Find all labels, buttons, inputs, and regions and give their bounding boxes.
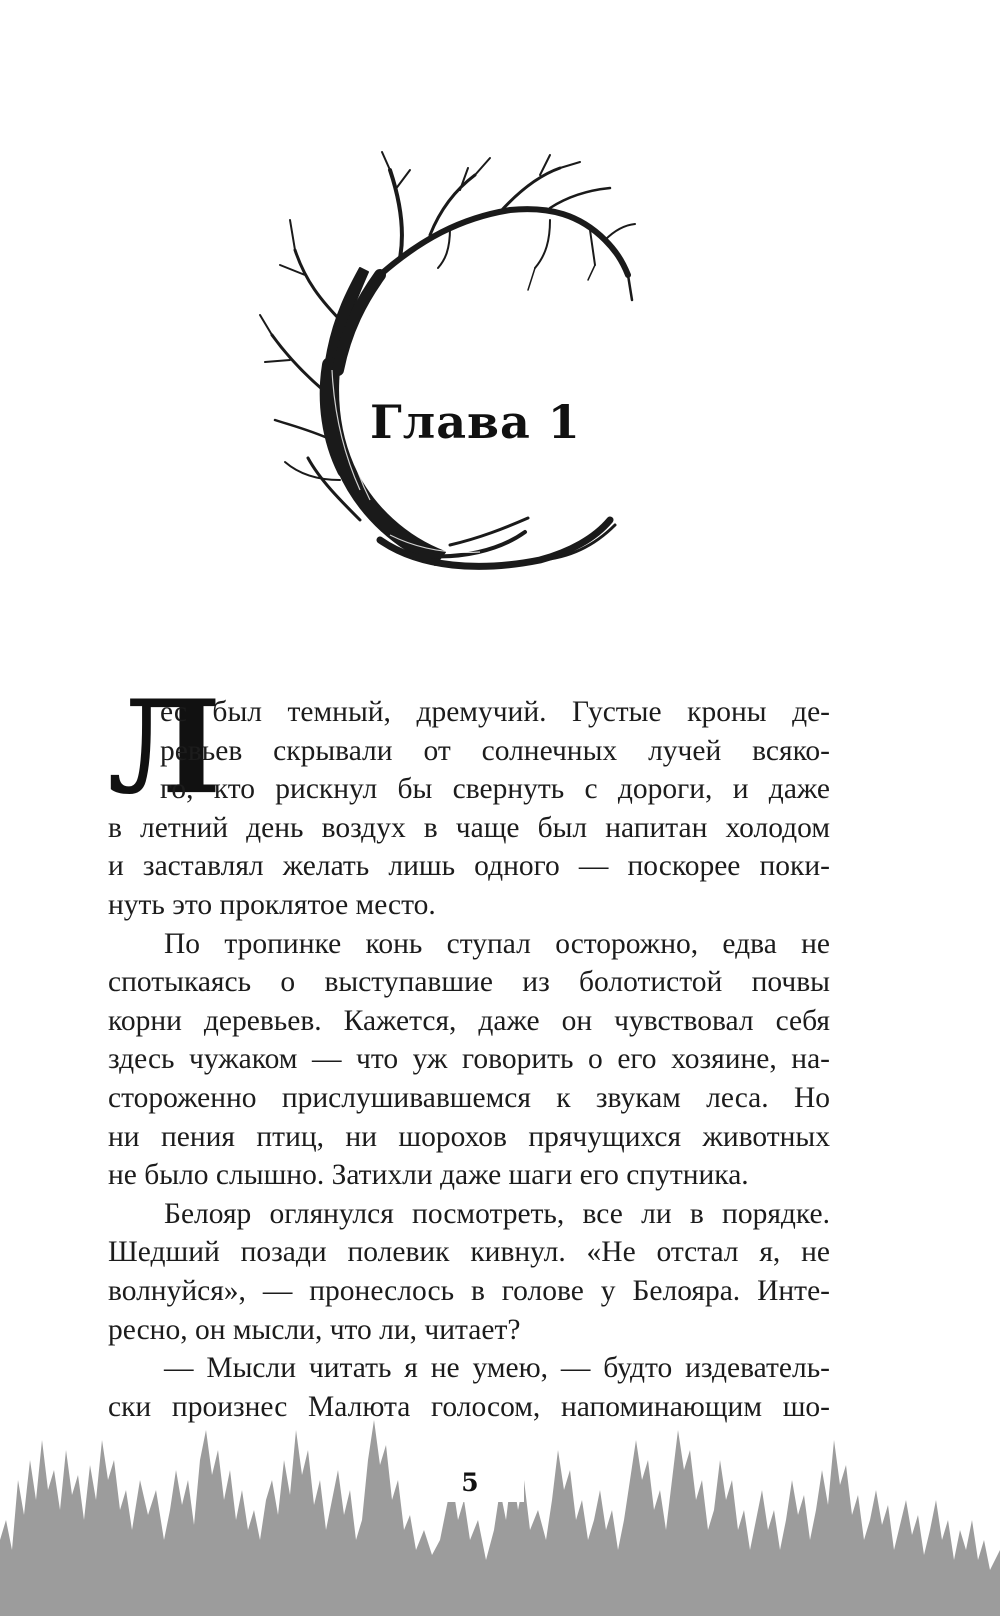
text-line: корни деревьев. Кажется, даже он чувствовал себя [108,1004,830,1037]
bare-tree-arc-icon [250,140,650,600]
text-line: не было слышно. Затихли даже шаги его спутника. [108,1159,749,1192]
forest-silhouette-icon [0,1420,1000,1616]
text-line: ес был темный, дремучий. Густые кроны де- [160,696,830,728]
text-line: По тропинке конь ступал осторожно, едва не [164,927,830,960]
text-line: — Мысли читать я не умею, — будто издеватель- [164,1352,830,1385]
page-number: 5 [461,1468,479,1497]
text-line: здесь чужаком — что уж говорить о его хозяине, на- [108,1043,830,1076]
drop-cap: Л [108,673,222,823]
text-line: волнуйся», — пронеслось в голове у Белояра. Инте- [108,1274,830,1307]
text-line: Шедший позади полевик кивнул. «Не отстал я, не [108,1236,830,1269]
text-line: в летний день воздух в чаще был напитан холодом [108,811,830,844]
text-line: ни пения птиц, ни шорохов прячущихся животных [108,1120,830,1153]
chapter-text [108,673,830,1426]
text-line: ресно, он мысли, что ли, читает? [108,1313,521,1346]
text-line: спотыкаясь о выступавшие из болотистой почвы [108,966,830,999]
text-line: и заставлял желать лишь одного — поскорее поки- [108,850,830,883]
text-line: стороженно прислушивавшемся к звукам леса. Но [108,1081,830,1114]
text-line: Белояр оглянулся посмотреть, все ли в порядке. [164,1197,830,1230]
text-line: го, кто рискнул бы свернуть с дороги, и даже [160,773,830,806]
text-line: нуть это проклятое место. [108,888,436,921]
text-line: ски произнес Малюта голосом, напоминающим шо- [108,1390,830,1423]
chapter-title: Глава 1 [370,395,581,449]
text-line: ревьев скрывали от солнечных лучей всяко- [160,734,830,767]
